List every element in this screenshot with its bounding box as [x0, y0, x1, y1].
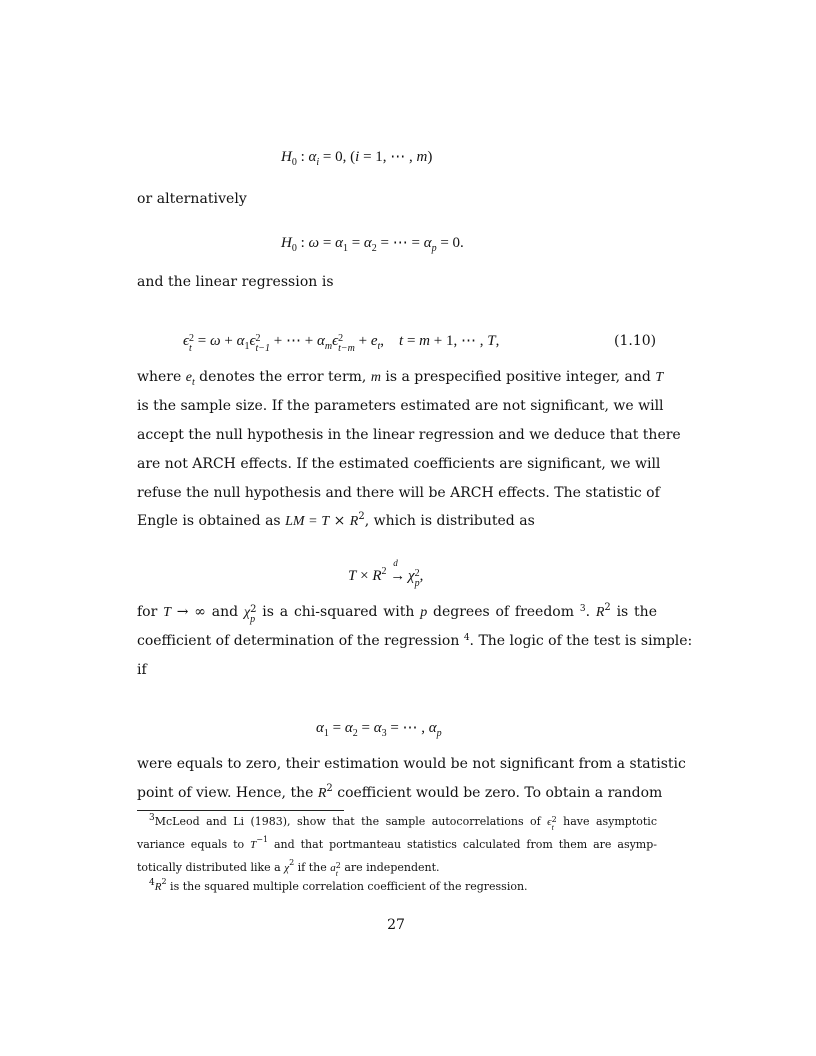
para3-line-2: point of view. Hence, the $R^2$ coefficient would be zero. To obtain a random: [137, 783, 663, 801]
para3-line-1: were equals to zero, their estimation would be not significant from a statistic: [137, 756, 686, 772]
para2-line-3: if: [137, 662, 147, 678]
para1-line-6: Engle is obtained as LM = $T \times R^2$, which is distributed as: [137, 511, 535, 529]
para1-line-1: where $e_t$ denotes the error term, m is a prespecified positive integer, and T: [137, 369, 664, 388]
equation-lm-distribution: $T \times R^2$ d → χ 2 p ,: [348, 558, 424, 589]
equation-alphas: $\alpha_1 = \alpha_2 = \alpha_3$ = ⋯ , $\alpha_p$: [316, 720, 442, 739]
footnote-4: $^4R^2$ is the squared multiple correlation coefficient of the regression.: [149, 877, 528, 893]
linear-regression-intro-text: and the linear regression is: [137, 274, 334, 290]
equation-h0-first: $H_0$ : $\alpha_i = 0$, (i = 1, ⋯ , m): [281, 149, 433, 168]
equation-h0-second: $H_0$ : $\omega = \alpha_1 = \alpha_2$ = ⋯ = $\alpha_p = 0$.: [281, 235, 464, 254]
para2-line-2: coefficient of determination of the regression $^4$. The logic of the test is simple:: [137, 633, 693, 649]
para1-line-5: refuse the null hypothesis and there will be ARCH effects. The statistic of: [137, 485, 660, 501]
para1-line-3: accept the null hypothesis in the linear regression and we deduce that there: [137, 427, 681, 443]
equation-regression: ϵ 2 t = $\omega + \alpha_1\epsilon$ 2 t−1 + ⋯ + $\alpha_m\epsilon$ 2 t−m + $e_t$, t = m + 1, ⋯ , T,: [183, 333, 500, 354]
footnote-3-line-2: variance equals to $T^{-1}$ and that portmanteau statistics calculated from them are asymp-: [137, 835, 657, 851]
page-number: 27: [387, 917, 405, 933]
footnote-ref-4: 4: [463, 633, 470, 643]
para1-line-2: is the sample size. If the parameters estimated are not significant, we will: [137, 398, 664, 414]
para2-line-1: for T → ∞ and χ 2 p is a chi-squared with p degrees of freedom $^3$. $R^2$ is the: [137, 602, 657, 625]
equation-number: (1.10): [614, 333, 657, 349]
footnote-3-line-3: totically distributed like a $\chi^2$ if the a 2 t are independent.: [137, 858, 440, 878]
footnote-ref-3: 3: [579, 604, 586, 614]
footnote-rule: [137, 810, 344, 811]
para1-line-4: are not ARCH effects. If the estimated coefficients are significant, we will: [137, 456, 661, 472]
or-alternatively-text: or alternatively: [137, 191, 247, 207]
footnote-3-line-1: $^3$McLeod and Li (1983), show that the sample autocorrelations of ϵ 2 t have asymptotic: [149, 813, 657, 832]
